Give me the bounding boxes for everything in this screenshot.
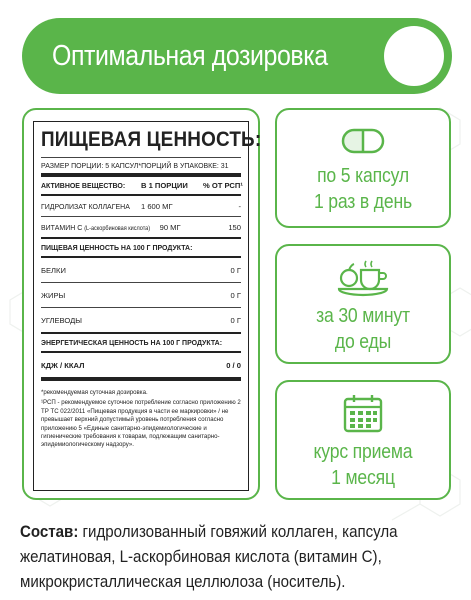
banner-circle-decoration — [384, 26, 444, 86]
course-line-1: курс приема — [313, 441, 413, 463]
course-line-2: 1 месяц — [331, 467, 395, 489]
item-rsp: 150 — [228, 222, 241, 232]
energy-value: 0 / 0 — [226, 360, 241, 370]
footnote-recommended: *рекомендуемая суточная дозировка. — [41, 389, 148, 396]
table-row — [41, 308, 241, 332]
active-header: АКТИВНОЕ ВЕЩЕСТВО: — [41, 181, 126, 190]
per100-header: ПИЩЕВАЯ ЦЕННОСТЬ НА 100 Г ПРОДУКТА: — [41, 243, 193, 252]
item-name: ГИДРОЛИЗАТ КОЛЛАГЕНА — [41, 201, 130, 211]
item-amount: 90 МГ — [159, 222, 181, 232]
composition-text — [20, 520, 452, 595]
timing-line-2: до еды — [334, 331, 392, 353]
macro-value: 0 Г — [230, 265, 241, 275]
timing-line-1: за 30 минут — [316, 305, 410, 327]
composition-label: Состав: — [20, 523, 79, 541]
active-header-row — [41, 177, 241, 194]
composition-ingredients: гидролизованный говяжий коллаген, капсула желатиновая, L-аскорбиновая кислота (витамин С), микрокристаллическая целлюлоза (носитель). — [20, 523, 398, 591]
serving-size: РАЗМЕР ПОРЦИИ: 5 КАПСУЛ* — [41, 161, 142, 170]
serving-row — [41, 158, 229, 173]
nutrition-panel — [22, 108, 260, 500]
macro-name: ЖИРЫ — [41, 290, 66, 300]
banner-title: Оптимальная дозировка — [52, 40, 328, 72]
dosage-card — [275, 108, 451, 228]
table-row — [41, 217, 241, 237]
portion-header: В 1 ПОРЦИИ — [141, 181, 188, 190]
nutrition-facts-table — [33, 121, 262, 491]
macro-value: 0 Г — [230, 290, 241, 300]
macro-name: БЕЛКИ — [41, 265, 66, 275]
header-banner — [22, 18, 452, 94]
dosage-line-1: по 5 капсул — [317, 165, 409, 187]
timing-card — [275, 244, 451, 364]
table-row — [41, 258, 241, 282]
table-row — [41, 283, 241, 307]
item-name: ВИТАМИН С — [41, 222, 83, 232]
dosage-line-2: 1 раз в день — [313, 191, 413, 213]
servings-per-container: ПОРЦИЙ В УПАКОВКЕ: 31 — [141, 161, 229, 170]
energy-header: ЭНЕРГЕТИЧЕСКАЯ ЦЕННОСТЬ НА 100 Г ПРОДУКТА: — [41, 338, 223, 347]
energy-row — [41, 353, 241, 377]
item-rsp: - — [238, 201, 241, 211]
macro-name: УГЛЕВОДЫ — [41, 315, 82, 325]
table-row — [41, 196, 241, 216]
macro-value: 0 Г — [230, 315, 241, 325]
nutrition-title: ПИЩЕВАЯ ЦЕННОСТЬ: — [41, 128, 262, 151]
item-subname: (L-аскорбиновая кислота) — [84, 225, 151, 232]
calendar-icon — [277, 392, 449, 434]
rsp-header: % ОТ РСП¹ — [203, 181, 243, 190]
course-card — [275, 380, 451, 500]
footnote-rsp: ¹РСП - рекомендуемое суточное потребление согласно приложению 2 ТР ТС 022/2011 «Пищевая продукция в части ее маркировки» / не превышает верхний допустимый уровень потребления согласно приложению 5 «Единые санитарно-эпидемиологические и гигиенические требования к товарам, подлежащим санитарно-эпидемиологическому надзору». — [41, 399, 241, 449]
energy-label: КДЖ / ККАЛ — [41, 360, 85, 370]
item-amount: 1 600 МГ — [141, 201, 173, 211]
capsule-icon — [277, 128, 449, 154]
food-plate-icon — [277, 258, 449, 298]
